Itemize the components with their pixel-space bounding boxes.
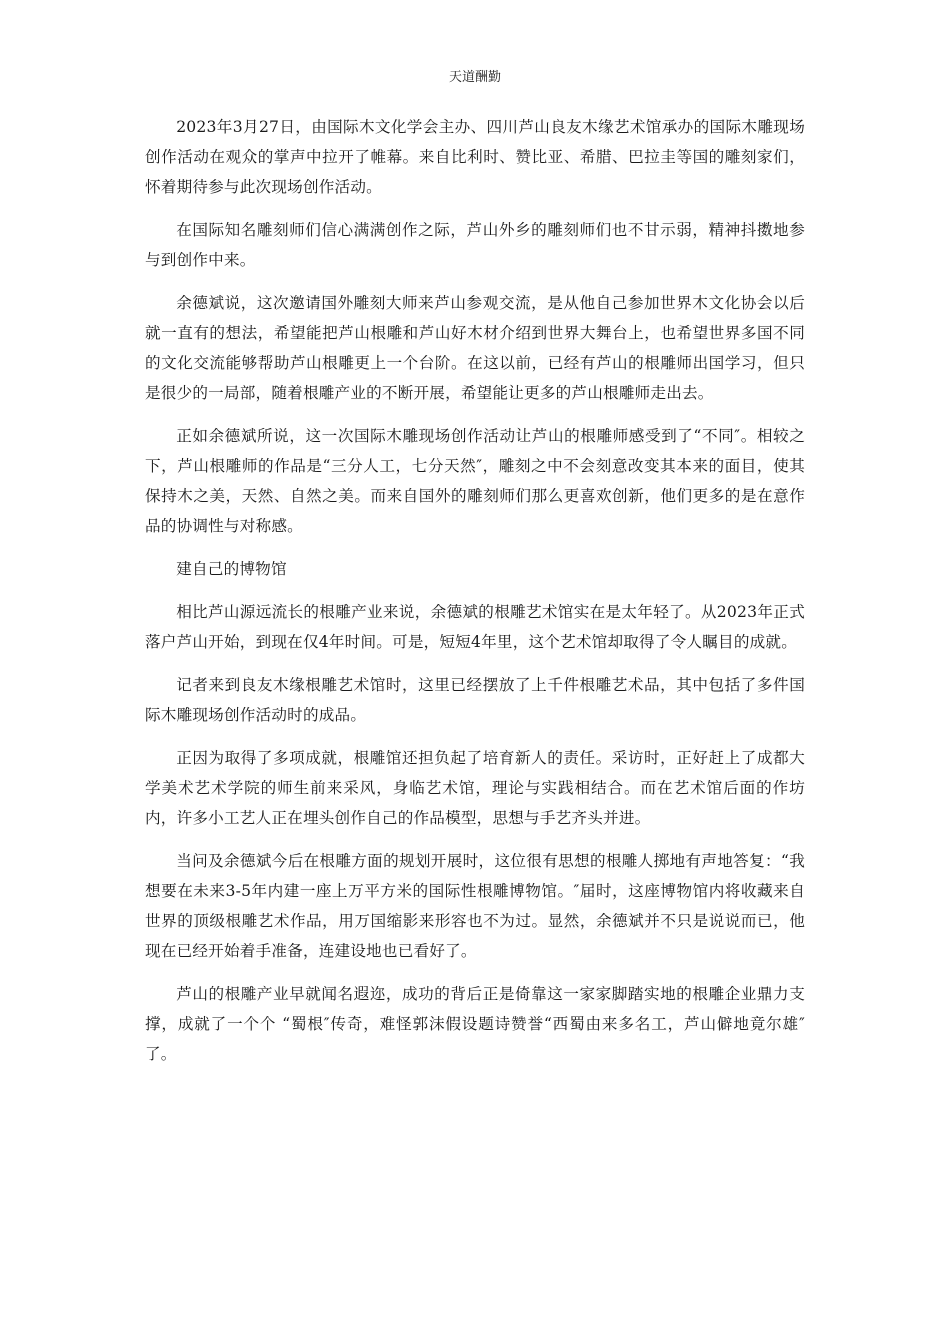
paragraph-9: 芦山的根雕产业早就闻名遐迩，成功的背后正是倚靠这一家家脚踏实地的根雕企业鼎力支撑，成就了一个个 “蜀根″传奇，难怪郭沫假设题诗赞誉“西蜀由来多名工，芦山僻地竟尔雄″了。 [145, 985, 805, 1063]
paragraph-5: 相比芦山源远流长的根雕产业来说，余德斌的根雕艺术馆实在是太年轻了。从2023年正式落户芦山开始，到现在仅4年时间。可是，短短4年里，这个艺术馆却取得了令人瞩目的成就。 [145, 603, 805, 651]
paragraph-2: 在国际知名雕刻师们信心满满创作之际，芦山外乡的雕刻师们也不甘示弱，精神抖擞地参与到创作中来。 [145, 221, 805, 269]
paragraph-4: 正如余德斌所说，这一次国际木雕现场创作活动让芦山的根雕师感受到了“不同″。相较之下，芦山根雕师的作品是“三分人工，七分天然″，雕刻之中不会刻意改变其本来的面目，使其保持木之美，天然、自然之美。而来自国外的雕刻师们那么更喜欢创新，他们更多的是在意作品的协调性与对称感。 [145, 427, 805, 535]
paragraph-1: 2023年3月27日，由国际木文化学会主办、四川芦山良友木缘艺术馆承办的国际木雕现场创作活动在观众的掌声中拉开了帷幕。来自比利时、赞比亚、希腊、巴拉圭等国的雕刻家们，怀着期待参与此次现场创作活动。 [145, 118, 805, 196]
section-heading: 建自己的博物馆 [176, 560, 287, 578]
paragraph-8: 当问及余德斌今后在根雕方面的规划开展时，这位很有思想的根雕人掷地有声地答复：“我想要在未来3-5年内建一座上万平方米的国际性根雕博物馆。″届时，这座博物馆内将收藏来自世界的顶级根雕艺术作品，用万国缩影来形容也不为过。显然，余德斌并不只是说说而已，他现在已经开始着手准备，连建设地也已看好了。 [145, 852, 805, 960]
paragraph-3: 余德斌说，这次邀请国外雕刻大师来芦山参观交流，是从他自己参加世界木文化协会以后就一直有的想法，希望能把芦山根雕和芦山好木材介绍到世界大舞台上，也希望世界多国不同的文化交流能够帮助芦山根雕更上一个台阶。在这以前，已经有芦山的根雕师出国学习，但只是很少的一局部，随着根雕产业的不断开展，希望能让更多的芦山根雕师走出去。 [145, 294, 805, 402]
paragraph-7: 正因为取得了多项成就，根雕馆还担负起了培育新人的责任。采访时，正好赶上了成都大学美术艺术学院的师生前来采风，身临艺术馆，理论与实践相结合。而在艺术馆后面的作坊内，许多小工艺人正在埋头创作自己的作品模型，思想与手艺齐头并进。 [145, 749, 805, 827]
page-header: 天道酬勤 [448, 70, 501, 85]
article-body [145, 112, 805, 1082]
paragraph-6: 记者来到良友木缘根雕艺术馆时，这里已经摆放了上千件根雕艺术品，其中包括了多件国际木雕现场创作活动时的成品。 [145, 676, 805, 724]
